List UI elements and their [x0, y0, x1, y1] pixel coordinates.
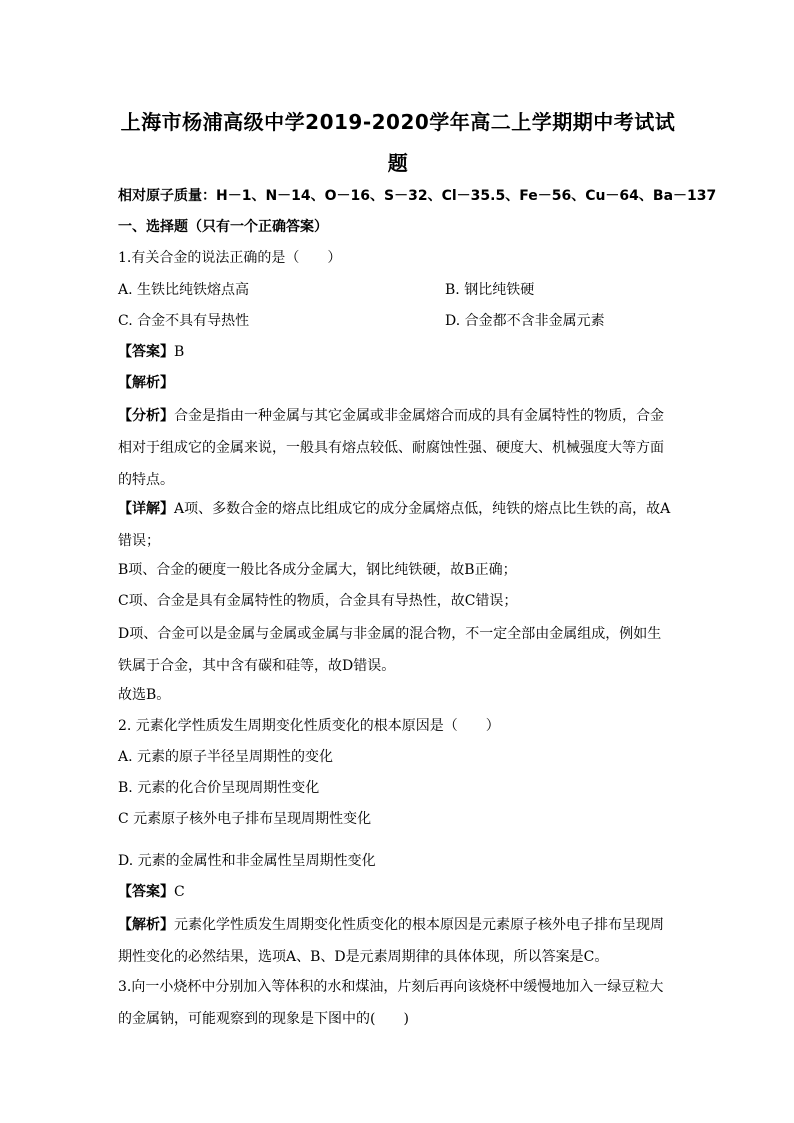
q1-answer	[118, 343, 184, 361]
q2-option-d: D. 元素的金属性和非金属性呈周期性变化	[118, 853, 376, 869]
q1-line-d: D项、合金可以是金属与金属或金属与非金属的混合物，不一定全部由金属组成，例如生铁属于合金，其中含有碳和硅等，故D错误。	[118, 626, 662, 674]
q1-line-c: C项、合金是具有金属特性的物质，合金具有导热性，故C错误；	[118, 593, 518, 609]
q2-stem: 2. 元素化学性质发生周期变化性质变化的根本原因是（ ）	[118, 718, 500, 734]
analysis-tag: 【解析】	[118, 375, 174, 391]
q2-analysis-paragraph	[118, 909, 674, 973]
section-heading: 一、选择题（只有一个正确答案）	[118, 219, 328, 235]
q1-option-b: B. 钢比纯铁硬	[445, 282, 535, 298]
fenxi-text: 合金是指由一种金属与其它金属或非金属熔合而成的具有金属特性的物质，合金相对于组成它的金属来说，一般具有熔点较低、耐腐蚀性强、硬度大、机械强度大等方面的特点。	[118, 408, 664, 488]
q1-option-a: A. 生铁比纯铁熔点高	[118, 282, 250, 298]
document-title-line1: 上海市杨浦高级中学2019-2020学年高二上学期期中考试试	[120, 110, 676, 134]
answer-value: B	[174, 344, 185, 360]
analysis-text: 元素化学性质发生周期变化性质变化的根本原因是元素原子核外电子排布呈现周期性变化的必然结果，选项A、B、D是元素周期律的具体体现，所以答案是C。	[118, 917, 664, 965]
q3-stem: 3.向一小烧杯中分别加入等体积的水和煤油，片刻后再向该烧杯中缓慢地加入一绿豆粒大的金属钠，可能观察到的现象是下图中的( )	[118, 979, 664, 1027]
answer-tag: 【答案】	[118, 344, 174, 360]
q1-xiangjie-paragraph	[118, 493, 674, 557]
q1-stem: 1.有关合金的说法正确的是（ ）	[118, 250, 342, 266]
atomic-mass-line: 相对原子质量：H－1、N－14、O－16、S－32、Cl－35.5、Fe－56、Cu－64、Ba－137	[118, 188, 717, 204]
q1-fenxi-paragraph	[118, 400, 674, 496]
xiangjie-tag: 【详解】	[118, 501, 174, 517]
q1-line-b: B项、合金的硬度一般比各成分金属大，钢比纯铁硬，故B正确；	[118, 562, 517, 578]
q2-answer	[118, 883, 185, 901]
q2-option-b: B. 元素的化合价呈现周期性变化	[118, 780, 320, 796]
q1-option-c: C. 合金不具有导热性	[118, 313, 250, 329]
q1-option-d: D. 合金都不含非金属元素	[445, 313, 605, 329]
answer-value: C	[174, 884, 185, 900]
q1-conclusion: 故选B。	[118, 687, 171, 703]
q1-analysis-tag	[118, 374, 174, 392]
document-title-line2: 题	[387, 151, 409, 175]
q2-option-c: C 元素原子核外电子排布呈现周期性变化	[118, 811, 372, 827]
q2-option-a: A. 元素的原子半径呈周期性的变化	[118, 749, 334, 765]
fenxi-tag: 【分析】	[118, 408, 174, 424]
answer-tag: 【答案】	[118, 884, 174, 900]
xiangjie-text: A项、多数合金的熔点比组成它的成分金属熔点低，纯铁的熔点比生铁的高，故A错误；	[118, 501, 671, 549]
analysis-tag: 【解析】	[118, 917, 174, 933]
